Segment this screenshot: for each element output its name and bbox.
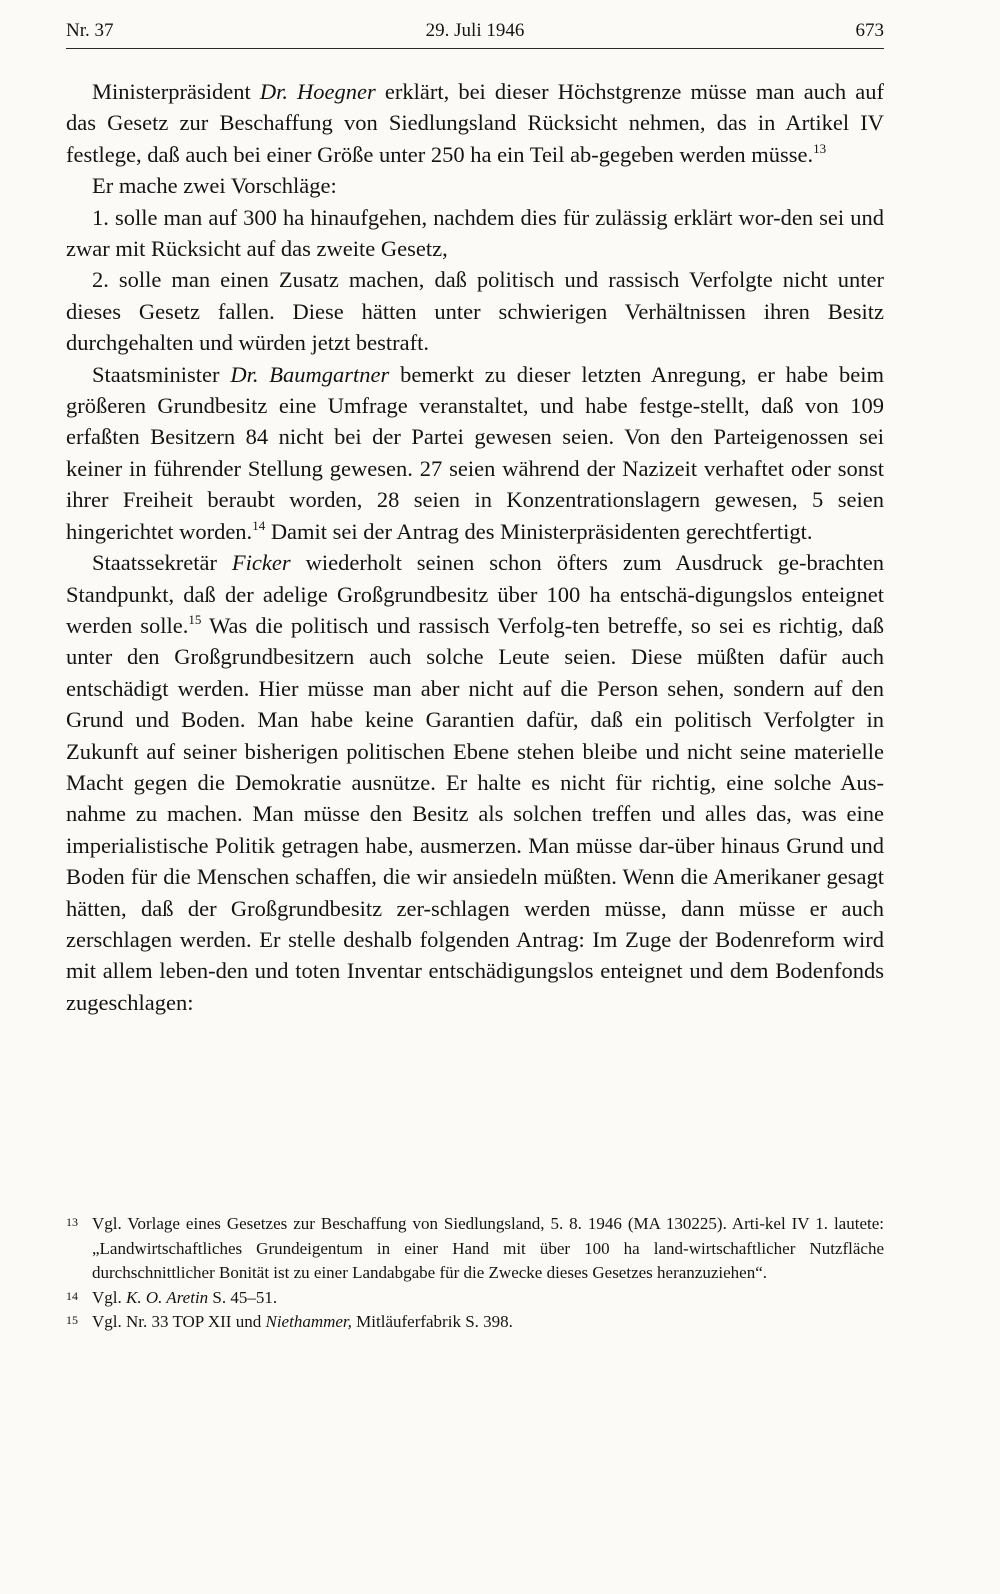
footnote-text: Mitläuferfabrik S. 398. <box>351 1312 513 1331</box>
list-item: 1. solle man auf 300 ha hinaufgehen, nachdem dies für zulässig erklärt wor-den sei und zwar mit Rücksicht auf das zweite Gesetz, <box>66 204 884 262</box>
document-date: 29. Juli 1946 <box>425 20 525 41</box>
author-name: Niethammer, <box>265 1312 352 1331</box>
text-run: Was die politisch und rassisch Verfolg-ten betreffe, so sei es richtig, daß unter den Großgrundbesitzern auch solche Leute seien. Diese müßten dafür auch entschädigt werden. Hier müsse man aber nicht auf die Person sehen, sondern auf den Grund und Boden. Man habe keine Garantien dafür, daß ein politisch Verfolgter in Zukunft auf seiner bisherigen politischen Ebene stehen bleibe und nicht seine materielle Macht gegen die Demokratie ausnütze. Er halte es nicht für richtig, eine solche Aus-nahme zu machen. Man müsse den Besitz als solchen treffen und alles das, was eine imperialistische Politik getragen habe, ausmerzen. Man müsse dar-über hinaus Grund und Boden für die Menschen schaffen, die wir ansiedeln müßten. Wenn die Amerikaner gesagt hätten, daß der Großgrundbesitz zer-schlagen werden müsse, dann müsse er auch zerschlagen werden. Er stelle deshalb folgenden Antrag: Im Zuge der Bodenreform wird mit allem leben-den und toten Inventar entschädigungslos enteignet und dem Bodenfonds zugeschlagen: <box>66 612 884 1015</box>
person-name: Dr. Hoegner <box>259 79 376 104</box>
person-name: Ficker <box>231 550 291 576</box>
footnote-text: Vgl. Nr. 33 TOP XII und <box>92 1312 266 1331</box>
footnotes <box>66 1212 884 1335</box>
list-item: 2. solle man einen Zusatz machen, daß politisch und rassisch Verfolgte nicht unter dieses Gesetz fallen. Diese hätten unter schwierigen Verhältnissen ihren Besitz durchgehalten und würden jetzt bestraft. <box>66 267 884 356</box>
footnote <box>66 1212 884 1286</box>
footnote-number: 13 <box>66 1215 78 1229</box>
author-name: K. O. Aretin <box>126 1287 209 1307</box>
text-run: Ministerpräsident <box>92 79 260 104</box>
text-run: wiederholt seinen schon öfters zum Ausdruck ge-brachten Standpunkt, daß der adelige Großgrundbesitz über 100 ha entschä-digungslos enteignet werden solle. <box>66 550 884 638</box>
document-number: Nr. 37 <box>66 20 114 41</box>
text-run: bemerkt zu dieser letzten Anregung, er habe beim größeren Grundbesitz eine Umfrage veranstaltet, und habe festge-stellt, daß von 109 erfaßten Besitzern 84 nicht bei der Partei gewesen seien. Von den Parteigenossen sei keiner in führender Stellung gewesen. 27 seien während der Nazizeit verhaftet oder sonst ihrer Freiheit beraubt worden, 28 seien in Konzentrationslagern gewesen, 5 seien hingerichtet worden. <box>66 361 884 544</box>
running-header <box>66 18 884 49</box>
footnote-text: S. 45–51. <box>208 1287 278 1307</box>
paragraph <box>66 547 884 1018</box>
paragraph <box>66 76 884 170</box>
paragraph: Er mache zwei Vorschläge: <box>92 173 337 199</box>
footnote-ref: 15 <box>188 611 202 627</box>
paragraph <box>66 359 884 547</box>
text-run: Damit sei der Antrag des Ministerpräsidenten gerechtfertigt. <box>265 518 813 544</box>
text-run: erklärt, bei dieser Höchstgrenze müsse man auch auf das Gesetz zur Beschaffung von Siedlungsland Rücksicht nehmen, das in Artikel IV festlege, daß auch bei einer Größe unter 250 ha ein Teil ab-gegeben werden müsse. <box>66 79 884 167</box>
page-number: 673 <box>855 20 884 41</box>
footnote <box>66 1310 884 1335</box>
footnote-text: Vgl. Vorlage eines Gesetzes zur Beschaffung von Siedlungsland, 5. 8. 1946 (MA 130225). Arti-kel IV 1. lautete: „Landwirtschaftliches Grundeigentum in einer Hand mit über 100 ha land-wirtschaftlicher Nutzfläche durchschnittlicher Bonität ist zu einer Landabgabe für die Zwecke dieses Gesetzes heranzuziehen“. <box>92 1214 884 1282</box>
footnote-ref: 13 <box>813 140 827 156</box>
text-run: Staatsminister <box>92 361 231 387</box>
footnote-number: 14 <box>66 1288 78 1303</box>
footnote-ref: 14 <box>252 517 266 533</box>
footnote-number: 15 <box>66 1313 78 1327</box>
footnote <box>66 1286 884 1311</box>
main-text <box>66 76 884 1018</box>
person-name: Dr. Baumgartner <box>230 361 390 387</box>
footnote-text: Vgl. <box>92 1287 126 1307</box>
text-run: Staatssekretär <box>92 550 232 576</box>
